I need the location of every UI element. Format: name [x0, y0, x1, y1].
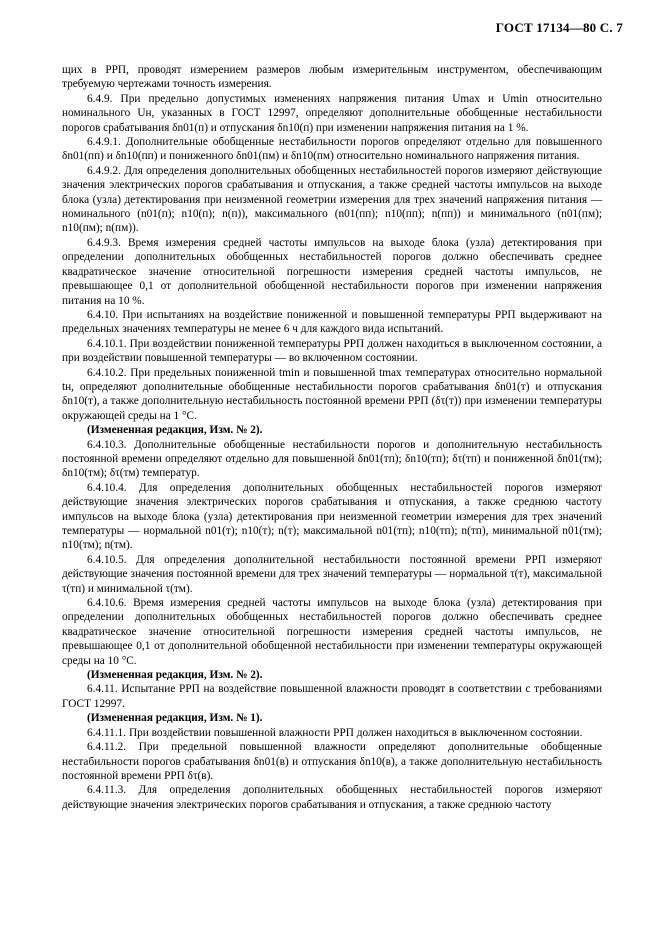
revision-note: (Измененная редакция, Изм. № 2). [87, 424, 263, 437]
document-body [62, 63, 602, 812]
paragraph: 6.4.10.1. При воздействии пониженной температуры РРП должен находиться в выключенном состоянии, а при воздействии повышенной температуры — во включенном состоянии. [62, 337, 602, 365]
paragraph: 6.4.9.3. Время измерения средней частоты импульсов на выходе блока (узла) детектирования при определении дополнительных обобщенных нестабильностей порогов должно обеспечивать среднее квадратическое значение относительной погрешности измерения средней частоты импульсов, не превышающее 0,1 от дополнительной обобщенной нестабильности порогов при изменении напряжения питания на 10 %. [62, 236, 602, 307]
revision-note: (Измененная редакция, Изм. № 2). [87, 669, 263, 682]
paragraph: 6.4.11.2. При предельной повышенной влажности определяют дополнительные обобщенные нестабильности порогов срабатывания δn01(в) и отпускания δn10(в), а также дополнительную нестабильность постоянной времени РРП δτ(в). [62, 741, 602, 782]
paragraph: щих в РРП, проводят измерением размеров любым измерительным инструментом, обеспечивающим требуемую чертежами точность измерения. [62, 64, 602, 91]
paragraph: 6.4.10.3. Дополнительные обобщенные нестабильности порогов и дополнительную нестабильность постоянной времени определяют отдельно для повышенной δn01(тп); δn10(тп); δτ(тп) и пониженной δn01(тм); δn10(тм); δτ(тм) температур. [62, 438, 602, 480]
paragraph: 6.4.10.2. При предельных пониженной tmin и повышенной tmax температурах относительно нормальной tн, определяют дополнительные обобщенные нестабильности порогов срабатывания δn01(т) и отпускания δn10(т), а также дополнительную нестабильность постоянной времени РРП (δτ(т)) при изменении температуры окружающей среды на 1 °С. [62, 366, 602, 422]
paragraph: 6.4.9. При предельно допустимых изменениях напряжения питания Umax и Umin относительно номинального Uн, указанных в ГОСТ 12997, определяют дополнительные обобщенные нестабильности порогов срабатывания δn01(п) и отпускания δn10(п) при изменении напряжения питания на 1 %. [62, 92, 602, 134]
revision-note: (Измененная редакция, Изм. № 1). [87, 712, 263, 725]
paragraph: 6.4.9.1. Дополнительные обобщенные нестабильности порогов определяют отдельно для повышенного δn01(пп) и δn10(пп) и пониженного δn01(пм) и δn10(пм) относительно номинального напряжения питания. [62, 136, 602, 163]
paragraph: 6.4.10.6. Время измерения средней частоты импульсов на выходе блока (узла) детектирования при определении дополнительных обобщенных нестабильностей порогов должно обеспечивать среднее квадратическое значение относительной погрешности измерения средней частоты импульсов, не превышающее 0,1 от дополнительной обобщенной нестабильности при изменении температуры окружающей среды на 10 °С. [62, 597, 602, 667]
paragraph: 6.4.11. Испытание РРП на воздействие повышенной влажности проводят в соответствии с требованиями ГОСТ 12997. [62, 683, 602, 710]
paragraph: 6.4.9.2. Для определения дополнительных обобщенных нестабильностей порогов измеряют действующие значения электрических порогов срабатывания и отпускания, а также средней частоты импульсов на выходе блока (узла) детектирования при неизменной геометрии измерения для трех значений напряжения питания — номинального (n01(п); n10(п); n(п)), максимального (n01(пп); n10(пп); n(пп)) и минимального (n01(пм); n10(пм); n(пм)). [62, 164, 602, 235]
paragraph: 6.4.10.5. Для определения дополнительной нестабильности постоянной времени РРП измеряют действующие значения постоянной времени для трех значений температуры — нормальной τ(т), максимальной τ(тп) и минимальной τ(тм). [62, 553, 602, 595]
page-header: ГОСТ 17134—80 С. 7 [495, 20, 623, 35]
paragraph: 6.4.11.3. Для определения дополнительных обобщенных нестабильностей порогов измеряют действующие значения электрических порогов срабатывания и отпускания, а также среднюю частоту [62, 784, 602, 811]
paragraph: 6.4.10. При испытаниях на воздействие пониженной и повышенной температуры РРП выдерживают на предельных значениях температуры не менее 6 ч для каждого вида испытаний. [62, 308, 602, 336]
paragraph: 6.4.10.4. Для определения дополнительных обобщенных нестабильностей порогов измеряют действующие значения электрических порогов срабатывания и отпускания, а также среднюю частоту импульсов на выходе блока (узла) детектирования при неизменной геометрии измерения для трех значений температуры — нормальной n01(т); n10(т); n(т); максимальной n01(тп); n10(тп); n(тп), минимальной n01(тм); n10(тм); n(тм). [62, 481, 602, 552]
paragraph: 6.4.11.1. При воздействии повышенной влажности РРП должен находиться в выключенном состоянии. [87, 726, 583, 739]
